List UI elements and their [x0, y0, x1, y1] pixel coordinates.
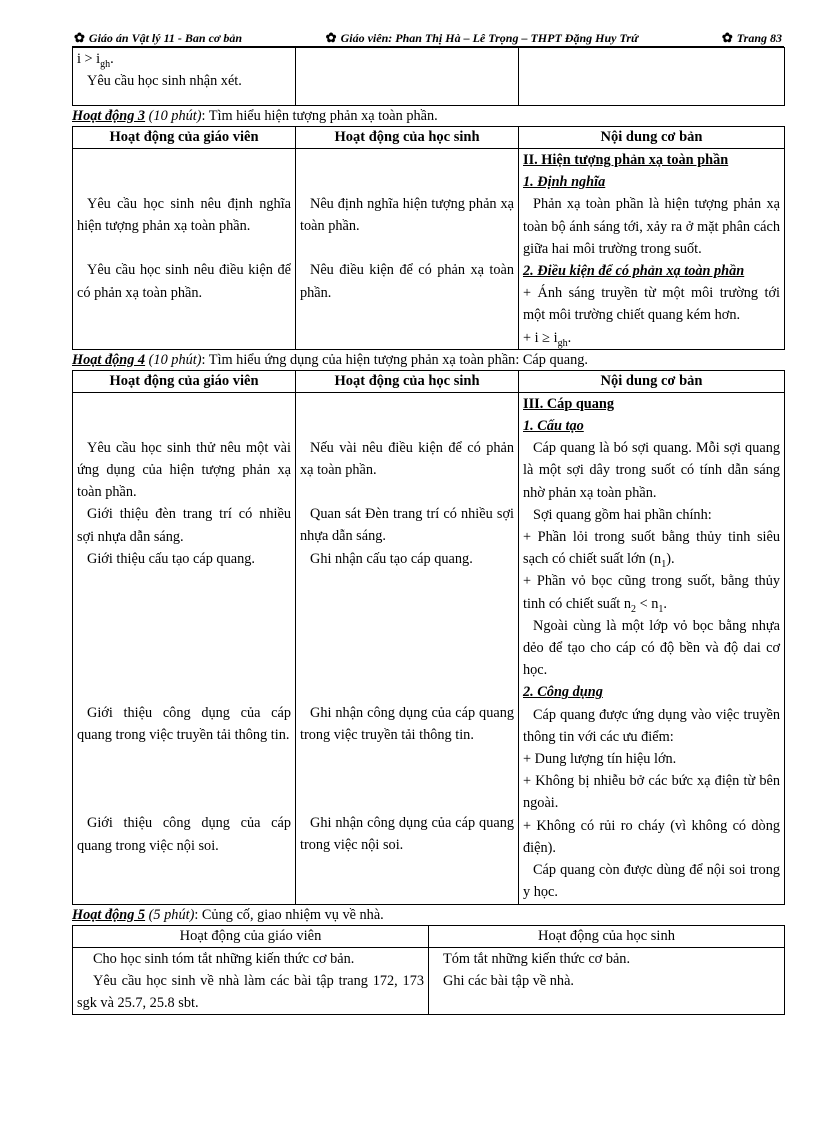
- activity3-table: [72, 126, 785, 350]
- content-paragraph: + Không bị nhiễu bở các bức xạ điện từ bên ngoài.: [523, 773, 780, 812]
- activity5-header-student: Hoạt động của học sinh: [429, 925, 785, 947]
- content-paragraph: Phản xạ toàn phần là hiện tượng phản xạ toàn bộ ánh sáng tới, xảy ra ở mặt phân cách giữa hai môi trường trong suốt.: [523, 196, 780, 257]
- activity3-header-teacher: Hoạt động của giáo viên: [73, 127, 296, 149]
- activity5-student-cell: [429, 947, 785, 1015]
- activity3-student-item: Nêu điều kiện để có phản xạ toàn phần.: [300, 262, 514, 301]
- activity4-student-item: Ghi nhận công dụng của cáp quang trong việc nội soi.: [300, 815, 514, 854]
- header-right: [722, 30, 782, 46]
- activity5-title: Hoạt động 5 (5 phút): Củng cố, giao nhiệm vụ về nhà.: [72, 906, 384, 923]
- activity4-teacher-item: Yêu cầu học sinh thử nêu một vài ứng dụng của hiện tượng phản xạ toàn phần.: [77, 439, 291, 501]
- content-paragraph: + Không có rủi ro cháy (vì không có dòng điện).: [523, 817, 780, 856]
- content-paragraph: Cáp quang còn được dùng để nội soi trong y học.: [523, 862, 780, 901]
- activity5-student-item: Tóm tắt những kiến thức cơ bản.: [443, 950, 631, 967]
- activity4-student-item: Ghi nhận cấu tạo cáp quang.: [310, 550, 473, 567]
- activity4-student-cell: [296, 392, 519, 904]
- subsection-title: 2. Công dụng: [523, 684, 603, 701]
- continuation-table: [72, 47, 785, 106]
- activity3-teacher-cell: [73, 149, 296, 350]
- header-center: [326, 30, 639, 46]
- activity4-title: Hoạt động 4 (10 phút): Tìm hiểu ứng dụng của hiện tượng phản xạ toàn phần: Cáp quang.: [72, 351, 588, 368]
- continuation-line: Yêu cầu học sinh nhận xét.: [87, 73, 242, 90]
- activity5-header-teacher: Hoạt động của giáo viên: [73, 925, 429, 947]
- activity3-teacher-item: Yêu cầu học sinh nêu định nghĩa hiện tượng phản xạ toàn phần.: [77, 196, 291, 235]
- activity5-teacher-item: Yêu cầu học sinh về nhà làm các bài tập trang 172, 173 sgk và 25.7, 25.8 sbt.: [77, 972, 424, 1011]
- activity4-table: [72, 370, 785, 905]
- content-paragraph: Cáp quang là bó sợi quang. Mỗi sợi quang là một sợi dây trong suốt có tính dẫn sáng nhờ phản xạ toàn phần.: [523, 440, 780, 501]
- activity5-teacher-cell: [73, 947, 429, 1015]
- header-right-text: Trang 83: [736, 31, 782, 45]
- header-center-text: Giáo viên: Phan Thị Hà – Lê Trọng – THPT Đặng Huy Trứ: [340, 31, 639, 45]
- activity3-teacher-item: Yêu cầu học sinh nêu điều kiện để có phản xạ toàn phần.: [77, 262, 291, 301]
- activity5-teacher-item: Cho học sinh tóm tắt những kiến thức cơ bản.: [93, 950, 355, 967]
- activity3-student-item: Nêu định nghĩa hiện tượng phản xạ toàn phần.: [300, 196, 514, 235]
- content-paragraph: + Ánh sáng truyền từ một môi trường tới một môi trường chiết quang kém hơn.: [523, 285, 780, 324]
- activity4-student-item: Quan sát Đèn trang trí có nhiều sợi nhựa dẫn sáng.: [300, 506, 514, 545]
- activity5-student-item: Ghi các bài tập về nhà.: [443, 972, 574, 989]
- flower-icon: ✿: [74, 30, 85, 45]
- activity4-teacher-item: Giới thiệu công dụng của cáp quang trong việc truyền tải thông tin.: [77, 705, 291, 744]
- activity4-teacher-item: Giới thiệu công dụng của cáp quang trong việc nội soi.: [77, 815, 291, 854]
- activity3-content-cell: [519, 149, 785, 350]
- section-title: III. Cáp quang: [523, 395, 614, 412]
- content-paragraph: + Phần vỏ bọc cũng trong suốt, bằng thủy tinh có chiết suất $n_2 < n_1$.: [523, 573, 780, 615]
- activity3-header-content: Nội dung cơ bản: [519, 127, 785, 149]
- header-left-text: Giáo án Vật lý 11 - Ban cơ bản: [88, 31, 243, 45]
- content-paragraph: + Phần lỏi trong suốt bằng thủy tinh siêu sạch có chiết suất lớn $(n_1)$.: [523, 529, 780, 571]
- content-paragraph: Ngoài cùng là một lớp vỏ bọc bằng nhựa dẻo để tạo cho cáp có độ bền và độ dai cơ học.: [523, 617, 780, 679]
- activity4-student-item: Ghi nhận công dụng của cáp quang trong việc truyền tải thông tin.: [300, 704, 514, 744]
- activity4-teacher-item: Giới thiệu đèn trang trí có nhiều sợi nhựa dẫn sáng.: [77, 506, 291, 545]
- activity4-student-item: Nếu vài nêu điều kiện để có phản xạ toàn phần.: [300, 439, 514, 479]
- continuation-student-cell: [296, 48, 519, 106]
- activity4-header-content: Nội dung cơ bản: [519, 370, 785, 392]
- activity4-teacher-cell: [73, 392, 296, 904]
- activity4-content-cell: [519, 392, 785, 904]
- page-header: [72, 28, 784, 47]
- activity4-header-teacher: Hoạt động của giáo viên: [73, 370, 296, 392]
- subsection-title: 2. Điều kiện để có phản xạ toàn phần: [523, 263, 745, 280]
- flower-icon: ✿: [325, 30, 337, 45]
- activity3-header-student: Hoạt động của học sinh: [296, 127, 519, 149]
- flower-icon: ✿: [721, 30, 733, 45]
- content-paragraph: + $i \ge i_{gh}$.: [523, 329, 572, 349]
- subsection-title: 1. Cấu tạo: [523, 418, 584, 435]
- continuation-line: $i > i_{gh}$.: [77, 51, 114, 70]
- activity3-title: Hoạt động 3 (10 phút): Tìm hiểu hiện tượng phản xạ toàn phần.: [72, 108, 438, 124]
- activity4-teacher-item: Giới thiệu cấu tạo cáp quang.: [87, 550, 255, 567]
- content-paragraph: + Dung lượng tín hiệu lớn.: [523, 751, 677, 768]
- continuation-content-cell: [519, 48, 785, 106]
- header-left: [74, 30, 242, 46]
- activity5-table: [72, 925, 785, 1016]
- activity4-header-student: Hoạt động của học sinh: [296, 370, 519, 392]
- content-paragraph: Sợi quang gồm hai phần chính:: [533, 506, 712, 523]
- subsection-title: 1. Định nghĩa: [523, 174, 606, 191]
- continuation-teacher-cell: [73, 48, 296, 106]
- activity3-student-cell: [296, 149, 519, 350]
- section-title: II. Hiện tượng phản xạ toàn phần: [523, 152, 729, 168]
- content-paragraph: Cáp quang được ứng dụng vào việc truyền thông tin với các ưu điểm:: [523, 706, 780, 745]
